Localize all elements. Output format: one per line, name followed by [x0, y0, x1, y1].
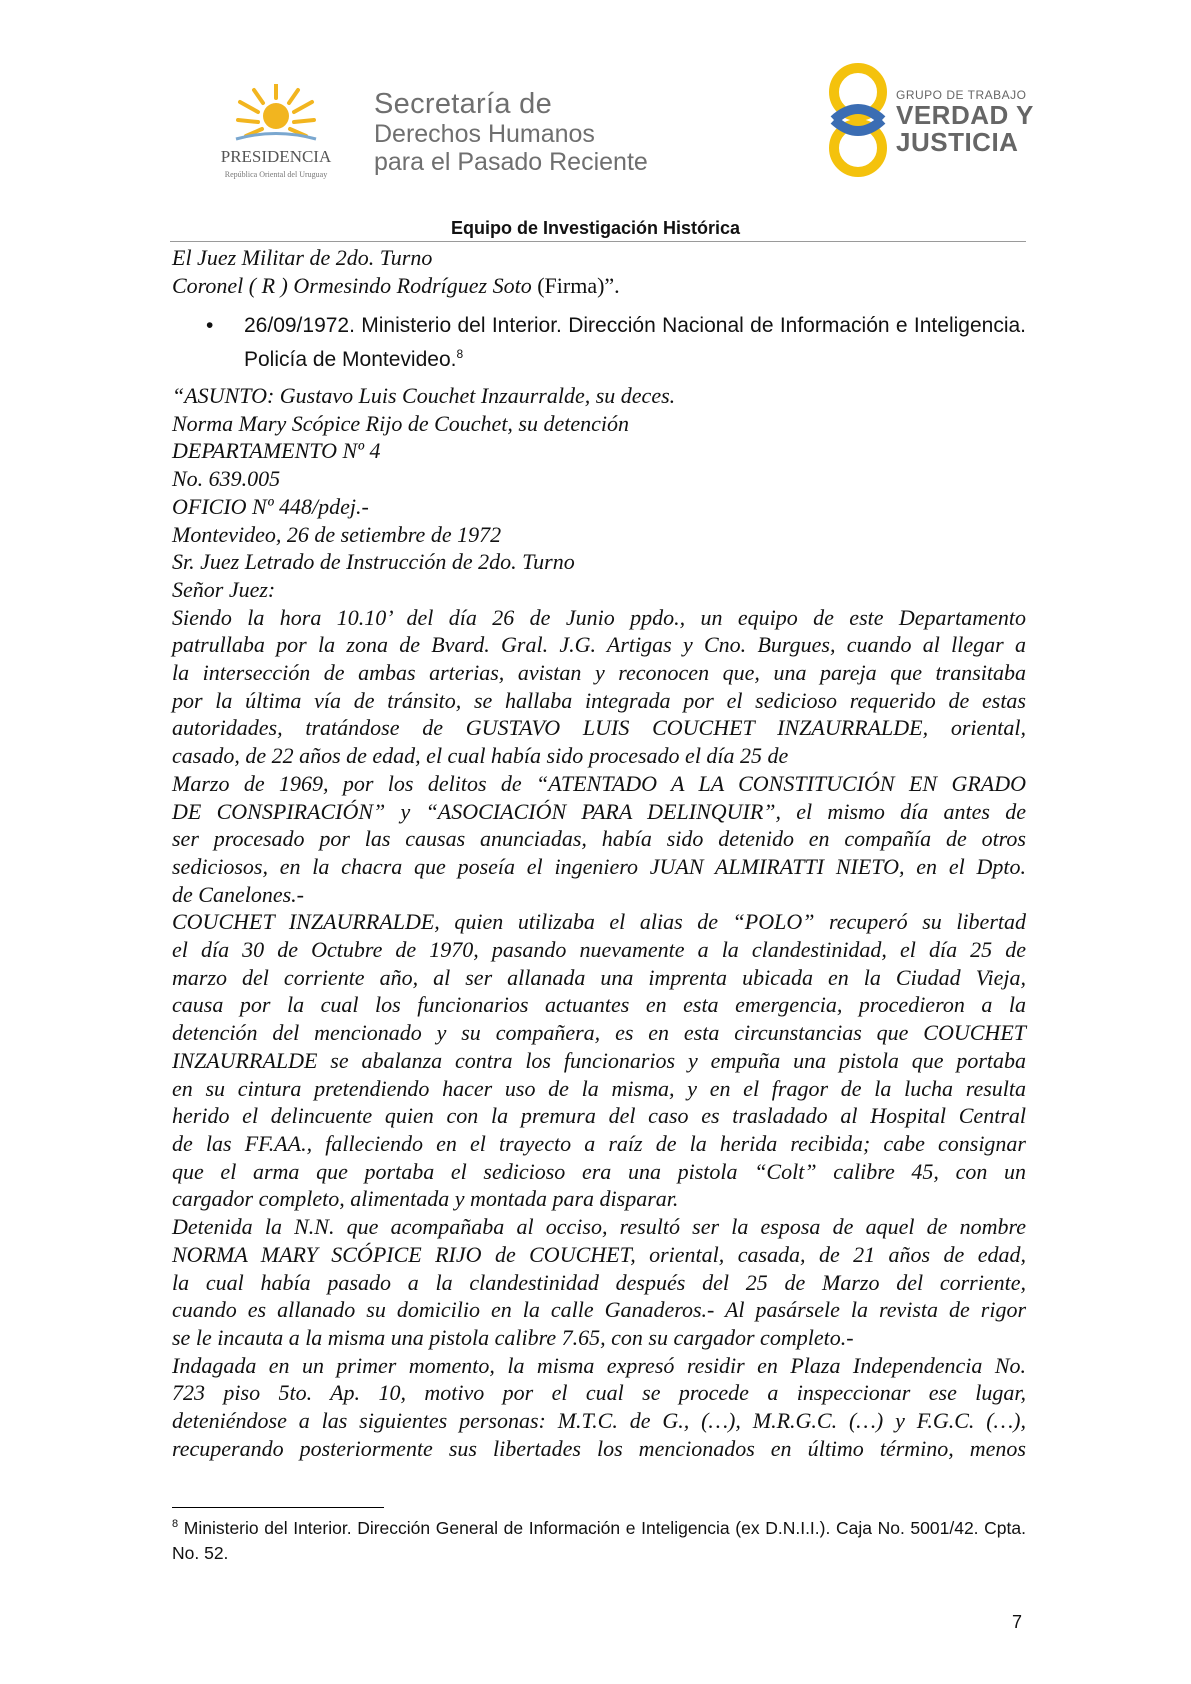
document-line: la intersección de ambas arterias, avistan y reconocen que, una pareja que transitaba: [172, 660, 1026, 686]
vj-verdad-label: VERDAD Y: [896, 100, 1034, 130]
team-heading: Equipo de Investigación Histórica: [450, 218, 741, 238]
document-line: Marzo de 1969, por los delitos de “ATENTADO A LA CONSTITUCIÓN EN GRADO: [172, 770, 1026, 796]
document-line: causa por la cual los funcionarios actuantes en esta emergencia, procedieron a la: [172, 992, 1026, 1018]
footnote: [172, 1512, 1026, 1566]
page-number: 7: [1012, 1612, 1023, 1632]
document-line: deteniéndose a las siguientes personas: M.T.C. de G., (…), M.R.G.C. (…) y F.G.C. (…),: [172, 1408, 1026, 1434]
document-line: NORMA MARY SCÓPICE RIJO de COUCHET, oriental, casada, de 21 años de edad,: [172, 1241, 1026, 1267]
document-line: la cual había pasado a la clandestinidad después del 25 de Marzo del corriente,: [172, 1269, 1026, 1295]
document-line: se le incauta a la misma una pistola calibre 7.65, con su cargador completo.-: [172, 1324, 854, 1350]
footnote-divider: [172, 1507, 384, 1508]
document-line: que el arma que portaba el sedicioso era una pistola “Colt” calibre 45, con un: [172, 1158, 1026, 1184]
signature-block: [172, 244, 1032, 299]
document-line: DEPARTAMENTO Nº 4: [172, 438, 381, 464]
signature-line-1: El Juez Militar de 2do. Turno: [172, 245, 433, 270]
document-line: recuperando posteriormente sus libertades los mencionados en último término, menos: [172, 1435, 1026, 1461]
document-line: DE CONSPIRACIÓN” y “ASOCIACIÓN PARA DELINQUIR”, el mismo día antes de: [172, 798, 1026, 824]
document-line: de las FF.AA., falleciendo en el trayecto a raíz de la herida recibida; cabe consignar: [172, 1130, 1026, 1156]
secretaria-line-2: Derechos Humanos: [374, 120, 595, 148]
document-line: Montevideo, 26 de setiembre de 1972: [172, 521, 502, 547]
document-line: de Canelones.-: [172, 881, 304, 907]
document-line: cuando es allanado su domicilio en la calle Ganaderos.- Al pasársele la revista de rigor: [172, 1297, 1026, 1323]
secretaria-line-3: para el Pasado Reciente: [374, 148, 648, 176]
document-line: autoridades, tratándose de GUSTAVO LUIS COUCHET INZAURRALDE, oriental,: [172, 715, 1026, 741]
document-line: por la última vía de tránsito, se hallaba integrada por el sedicioso requerido de estas: [172, 687, 1026, 713]
document-line: “ASUNTO: Gustavo Luis Couchet Inzaurralde, su deces.: [172, 383, 676, 408]
paragraph-3: [172, 908, 1026, 1213]
document-line: patrullaba por la zona de Bvard. Gral. J.G. Artigas y Cno. Burgues, cuando al llegar a: [172, 632, 1026, 658]
document-line: marzo del corriente año, al ser allanada una imprenta ubicada en la Ciudad Vieja,: [172, 964, 1026, 990]
document-line: detención del mencionado y su compañera, es en esta circunstancias que COUCHET: [172, 1020, 1026, 1046]
presidencia-name: PRESIDENCIA: [220, 147, 332, 166]
verdad-justicia-logo-icon: [820, 58, 896, 182]
signature-firma: (Firma)”.: [531, 272, 620, 298]
secretaria-line-1: Secretaría de: [374, 88, 552, 120]
bullet-dot: •: [206, 314, 214, 337]
paragraph-5: [172, 1352, 1026, 1463]
document-line: Detenida la N.N. que acompañaba al occiso, resultó ser la esposa de aquel de nombre: [172, 1214, 1026, 1240]
footnote-number: 8: [172, 1518, 179, 1530]
document-line: No. 639.005: [172, 466, 281, 492]
document-line: casado, de 22 años de edad, el cual había sido procesado el día 25 de: [172, 743, 789, 769]
document-line: COUCHET INZAURRALDE, quien utilizaba el alias de “POLO” recuperó su libertad: [172, 909, 1026, 935]
document-line: 723 piso 5to. Ap. 10, motivo por el cual se procede a inspeccionar ese lugar,: [172, 1380, 1026, 1406]
document-line: ser procesado por las causas anunciadas, había sido detenido en compañía de otros: [172, 826, 1026, 852]
document-line: Sr. Juez Letrado de Instrucción de 2do. Turno: [172, 549, 575, 575]
presidencia-sun-logo: [196, 84, 356, 184]
paragraph-4: [172, 1213, 1026, 1352]
paragraph-1: [172, 604, 1026, 770]
document-header-lines: [172, 382, 1026, 604]
document-body: [172, 382, 1026, 1462]
document-line: Norma Mary Scópice Rijo de Couchet, su detención: [172, 410, 630, 436]
signature-line-2: [172, 272, 1032, 300]
document-line: Indagada en un primer momento, la misma expresó residir en Plaza Independencia No.: [172, 1352, 1026, 1378]
secretaria-title: [374, 88, 648, 176]
bullet-text: [244, 312, 1026, 374]
header-divider: [170, 241, 1026, 242]
verdad-justicia-text: [896, 88, 1034, 156]
footnote-text: Ministerio del Interior. Dirección General de Información e Inteligencia (ex D.N.I.I.). Caja No. 5001/42. Cpta. No. 52.: [172, 1517, 1026, 1563]
document-line: INZAURRALDE se abalanza contra los funcionarios y empuña una pistola que portaba: [172, 1047, 1026, 1073]
bullet-text-content: 26/09/1972. Ministerio del Interior. Dirección Nacional de Información e Inteligencia. Policía de Montevideo.: [244, 314, 1026, 371]
source-bullet: [206, 312, 1026, 374]
presidencia-subtitle: República Oriental del Uruguay: [224, 170, 328, 179]
footnote-ref: 8: [456, 347, 464, 361]
document-line: sediciosos, en la chacra que poseía el ingeniero JUAN ALMIRATTI NIETO, en el Dpto.: [172, 853, 1026, 879]
paragraph-2: [172, 770, 1026, 909]
document-line: Señor Juez:: [172, 576, 276, 602]
document-line: Siendo la hora 10.10’ del día 26 de Junio ppdo., un equipo de este Departamento: [172, 604, 1026, 630]
vj-group-label: GRUPO DE TRABAJO: [896, 88, 1027, 102]
document-line: OFICIO Nº 448/pdej.-: [172, 493, 369, 519]
document-line: herido el delincuente quien con la premura del caso es trasladado al Hospital Central: [172, 1103, 1026, 1129]
vj-justicia-label: JUSTICIA: [896, 127, 1019, 157]
document-line: el día 30 de Octubre de 1970, pasando nuevamente a la clandestinidad, el día 25 de: [172, 937, 1026, 963]
document-line: en su cintura pretendiendo hacer uso de la misma, y en el fragor de la lucha resulta: [172, 1075, 1026, 1101]
document-line: cargador completo, alimentada y montada para disparar.: [172, 1186, 679, 1212]
signature-name: Coronel ( R ) Ormesindo Rodríguez Soto: [172, 272, 532, 298]
